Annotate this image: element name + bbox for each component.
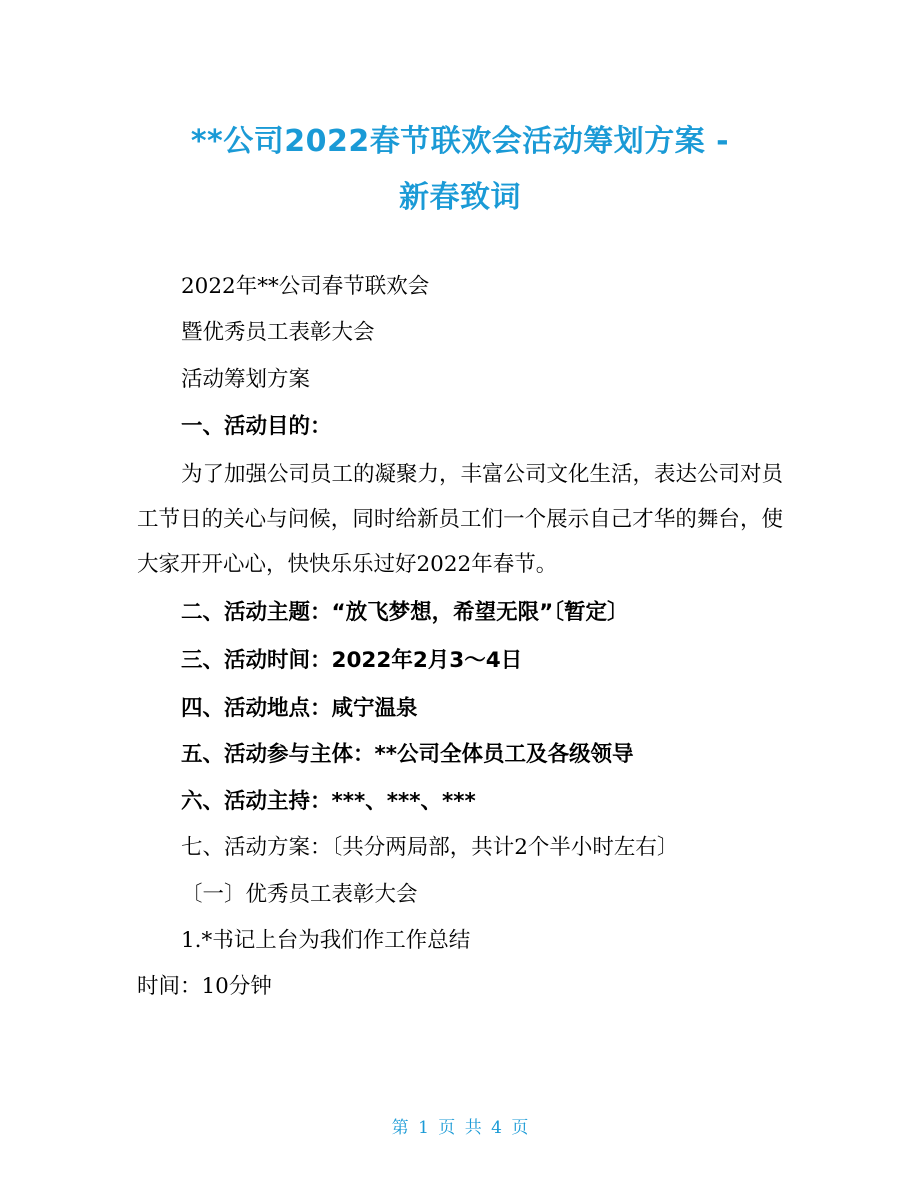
page-number-footer: 第 1 页 共 4 页 [391,1118,529,1138]
item-1-time: 时间：10分钟 [137,974,272,999]
item-1: 1.*书记上台为我们作工作总结 [181,928,471,953]
section-1-title: 一、活动目的： [181,414,332,439]
document-title-line-2: 新春致词 [399,180,521,215]
section-4: 四、活动地点：咸宁温泉 [181,696,418,721]
heading-line-2: 暨优秀员工表彰大会 [181,320,375,345]
section-1-body: 为了加强公司员工的凝聚力，丰富公司文化生活，表达公司对员工节日的关心与问候，同时给新员工们一个展示自己才华的舞台，使大家开开心心，快快乐乐过好2022年春节。 [137,462,784,577]
heading-line-1: 2022年**公司春节联欢会 [181,274,430,299]
section-2: 二、活动主题：“放飞梦想，希望无限”〔暂定〕 [181,600,629,625]
section-3: 三、活动时间：2022年2月3～4日 [181,648,523,673]
section-7: 七、活动方案：〔共分两局部，共计2个半小时左右〕 [181,835,679,860]
section-6: 六、活动主持：***、***、*** [181,789,476,814]
part-1-title: 〔一〕优秀员工表彰大会 [181,882,418,907]
heading-line-3: 活动筹划方案 [181,367,311,392]
section-5: 五、活动参与主体：**公司全体员工及各级领导 [181,742,634,767]
document-title-line-1: **公司2022春节联欢会活动筹划方案 - [190,124,730,159]
